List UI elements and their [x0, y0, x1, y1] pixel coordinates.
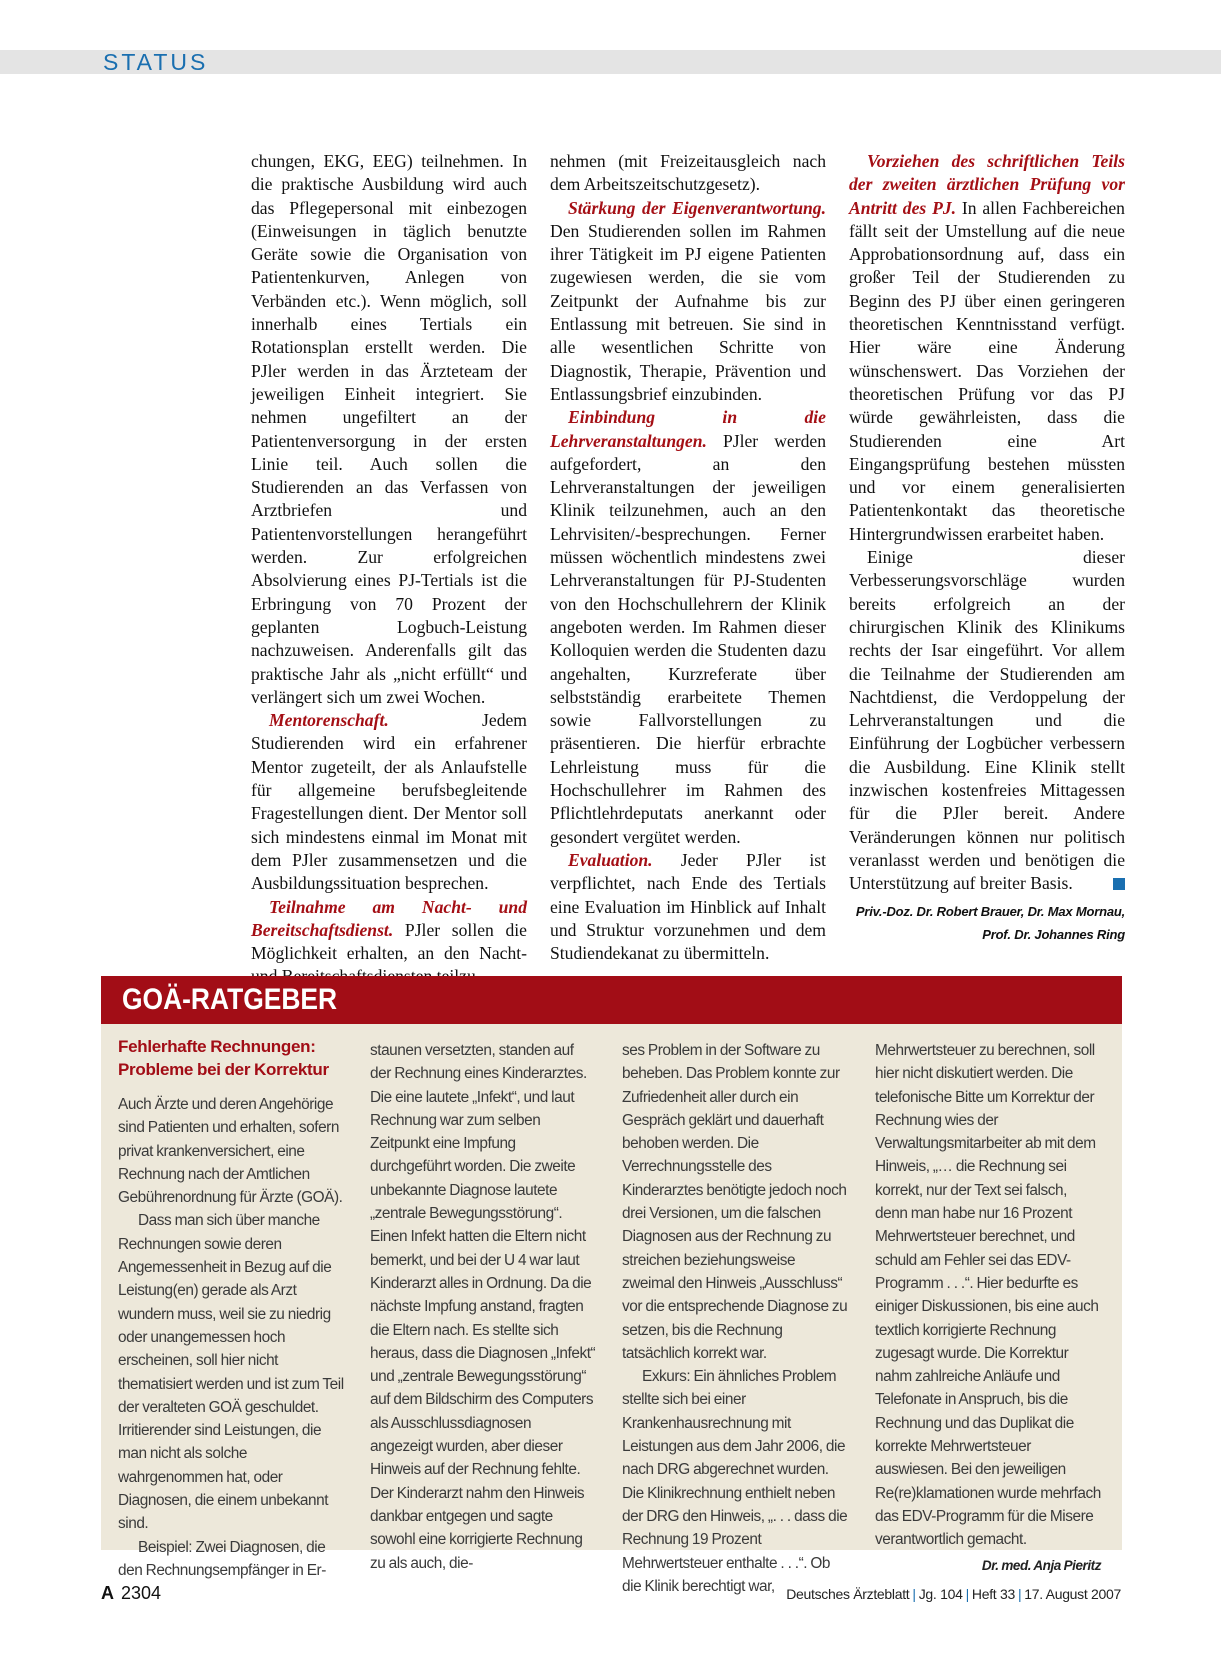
article-paragraph: nehmen (mit Freizeitausgleich nach dem Arbeitszeitschutzgesetz). — [550, 151, 826, 195]
article-paragraph — [251, 709, 527, 895]
journal-volume: Jg. 104 — [918, 1586, 963, 1602]
box-paragraph: Beispiel: Zwei Diagnosen, die den Rechnungsempfänger in Er- — [118, 1538, 326, 1579]
box-column-4 — [875, 1039, 1101, 1577]
article-paragraph — [849, 546, 1125, 895]
page-number — [101, 1582, 161, 1604]
end-square-icon — [1113, 878, 1125, 890]
box-headline-line: Fehlerhafte Rechnungen: — [118, 1037, 316, 1056]
box-paragraph: staunen versetzten, standen auf der Rechnung eines Kinderarztes. Die eine lautete „Infekt“, und laut Rechnung war zum selben Zeitpunkt eine Impfung durchgeführt worden. Die zweite unbekannte Diagnose lautete „zentrale Bewegungsstörung“. Einen Infekt hatten die Eltern nicht bemerkt, und bei der U 4 war laut Kinderarzt alles in Ordnung. Da die nächste Impfung anstand, fragten die Eltern nach. Es stellte sich heraus, dass die Diagnosen „Infekt“ und „zentrale Bewegungsstörung“ auf dem Bildschirm des Computers als Ausschlussdiagnosen angezeigt wurden, aber dieser Hinweis auf der Rechnung fehlte. Der Kinderarzt nahm den Hinweis dankbar entgegen und sagte sowohl eine korrigierte Rechnung zu als auch, die- — [370, 1042, 596, 1572]
article-paragraph — [550, 849, 826, 965]
separator: | — [912, 1586, 916, 1602]
box-paragraph: Dass man sich über manche Rechnungen sowie deren Angemessenheit in Bezug auf die Leistung(en) gerade als Arzt wundern muss, weil sie zu niedrig oder unangemessen hoch erscheinen, soll hier nicht thematisiert werden und ist zum Teil der veralteten GOÄ geschuldet. Irritierender sind Leistungen, die man nicht als solche wahrgenommen hat, oder Diagnosen, die einem unbekannt sind. — [118, 1212, 344, 1533]
runin-heading: Einbindung in die Lehrveranstaltungen. — [550, 407, 826, 451]
box-headline-line: Probleme bei der Korrektur — [118, 1060, 329, 1079]
article-column-2 — [550, 150, 826, 965]
paragraph-body: Den Studierenden sollen im Rahmen ihrer Tätigkeit im PJ eigene Patienten zugewiesen werden, die sie vom Zeitpunkt der Aufnahme bis zur Entlassung mit betreuen. Sie sind in alle wesentlichen Schritte von Diagnostik, Therapie, Prävention und Entlassungsbrief einzubinden. — [550, 220, 826, 404]
runin-heading: Evaluation. — [568, 849, 653, 870]
box-column-1 — [118, 1035, 344, 1582]
box-paragraph: Exkurs: Ein ähnliches Problem stellte sich bei einer Krankenhausrechnung mit Leistungen aus dem Jahr 2006, die nach DRG abgerechnet wurden. Die Klinikrechnung enthielt neben der DRG den Hinweis, „. . . dass die Rechnung 19 Prozent Mehrwertsteuer enthalte . . .“. Ob die Klinik berechtigt war, — [622, 1368, 848, 1595]
paragraph-body: In allen Fachbereichen fällt seit der Umstellung auf die neue Approbationsordnung auf, dass ein großer Teil der Studierenden zu Beginn des PJ über einen geringeren theoretischen Kenntnisstand verfügt. Hier wäre eine Änderung wünschenswert. Das Vorziehen der theoretischen Prüfung vor das PJ würde gewährleisten, dass die Studierenden eine Art Eingangsprüfung bestehen müssten und vor einem generalisierten Patientenkontakt das theoretische Hintergrundwissen erarbeitet haben. — [849, 197, 1125, 544]
footer-citation — [786, 1585, 1121, 1603]
article-paragraph — [550, 406, 826, 849]
runin-heading: Vorziehen des schriftlichen Teils der zweiten ärztlichen Prüfung vor Antritt des PJ. — [849, 151, 1125, 218]
journal-name: Deutsches Ärzteblatt — [786, 1586, 910, 1602]
separator: | — [965, 1586, 969, 1602]
box-column-3 — [622, 1039, 848, 1598]
box-title: GOÄ-RATGEBER — [122, 983, 338, 1016]
page-number-value: 2304 — [121, 1583, 162, 1603]
separator: | — [1017, 1586, 1022, 1602]
runin-heading: Mentorenschaft. — [269, 710, 389, 731]
section-label: STATUS — [103, 49, 209, 75]
article-paragraph — [550, 197, 826, 407]
article-column-1 — [251, 150, 527, 989]
runin-heading: Stärkung der Eigenverantwortung. — [568, 197, 826, 218]
box-headline — [118, 1035, 344, 1081]
article-paragraph — [849, 150, 1125, 546]
paragraph-body: PJler sollen die Möglichkeit erhalten, an den Nacht- — [251, 919, 527, 964]
author-line: Prof. Dr. Johannes Ring — [982, 926, 1125, 942]
page-letter: A — [101, 1583, 114, 1603]
box-paragraph: Auch Ärzte und deren Angehörige sind Patienten und erhalten, sofern privat krankenversichert, eine Rechnung nach der Amtlichen Gebührenordnung für Ärzte (GOÄ). — [118, 1096, 343, 1207]
box-paragraph: Mehrwertsteuer zu berechnen, soll hier nicht diskutiert werden. Die telefonische Bitte um Korrektur der Rechnung wies der Verwaltungsmitarbeiter ab mit dem Hinweis, „… die Rechnung sei korrekt, nur der Text sei falsch, denn man habe nur 16 Prozent Mehrwertsteuer berechnet, und schuld am Fehler sei das EDV-Programm . . .“. Hier bedurfte es einiger Diskussionen, bis eine auch textlich korrigierte Rechnung zugesagt wurde. Die Korrektur nahm zahlreiche Anläufe und Telefonate in Anspruch, bis die Rechnung und das Duplikat die korrekte Mehrwertsteuer auswiesen. Bei den jeweiligen Re(re)klamationen wurde mehrfach das EDV-Programm für die Misere verantwortlich gemacht. — [875, 1042, 1101, 1549]
paragraph-body: Jeder PJler ist verpflichtet, nach Ende des Tertials eine Evaluation im Hinblick auf Inhalt und Struktur vorzunehmen und dem Studiendekanat zu übermitteln. — [550, 849, 826, 964]
journal-issue: Heft 33 — [971, 1586, 1015, 1602]
author-line: Priv.-Doz. Dr. Robert Brauer, Dr. Max Mornau, — [855, 903, 1125, 919]
paragraph-body: PJler werden aufgefordert, an den Lehrveranstaltungen der jeweiligen Klinik teilzunehmen, auch an den Lehrvisiten/-besprechungen. Ferner müssen wöchentlich mindestens zwei Lehrveranstaltungen für PJ-Studenten von den Hochschullehrern der Klinik angeboten werden. Im Rahmen dieser Kolloquien werden die Studenten dazu angehalten, Kurzreferate über selbstständig erarbeitete Themen sowie Fallvorstellungen zu präsentieren. Die hierfür erbrachte Lehrleistung muss für die Hochschullehrer im Rahmen des Pflichtlehrdeputats anerkannt oder gesondert vergütet werden. — [550, 430, 826, 847]
article-paragraph — [251, 896, 527, 989]
article-authors — [849, 900, 1125, 946]
paragraph-body: Einige dieser Verbesserungsvorschläge wurden bereits erfolgreich an der chirurgischen Klinik des Klinikums rechts der Isar eingeführt. Vor allem die Teilnahme der Studierenden am Nachtdienst, die Verdoppelung der Lehrveranstaltungen und die Einführung der Logbücher verbessern die Ausbildung. Eine Klinik stellt inzwischen kostenfreies Mittagessen für die PJler bereit. Andere Veränderungen können nur politisch veranlasst werden und benötigen die Unterstützung auf breiter Basis. — [849, 547, 1125, 894]
box-paragraph: ses Problem in der Software zu beheben. Das Problem konnte zur Zufriedenheit aller durch ein Gespräch geklärt und dauerhaft behoben werden. Die Verrechnungsstelle des Kinderarztes benötigte jedoch noch drei Versionen, um die falschen Diagnosen aus der Rechnung zu streichen beziehungsweise zweimal den Hinweis „Ausschluss“ vor die entsprechende Diagnose zu setzen, bis die Rechnung tatsächlich korrekt war. — [622, 1042, 848, 1362]
journal-date: 17. August 2007 — [1024, 1586, 1121, 1602]
article-paragraph: chungen, EKG, EEG) teilnehmen. In die praktische Ausbildung wird auch das Pflegepersonal mit einbezogen (Einweisungen in täglich benutzte Geräte sowie die Organisation von Patientenkurven, Anlegen von Verbänden etc.). Wenn möglich, soll innerhalb eines Tertials ein Rotationsplan erstellt werden. Die PJler werden in das Ärzteteam der jeweiligen Einheit integriert. Sie nehmen ungefiltert an der Patientenversorgung in der ersten Linie teil. Auch sollen die Studierenden an das Verfassen von Arztbriefen und Patientenvorstellungen herangeführt werden. Zur erfolgreichen Absolvierung eines PJ-Tertials ist die Erbringung von 70 Prozent der geplanten Logbuch-Leistung nachzuweisen. Anderenfalls gilt das praktische Jahr als „nicht erfüllt“ und verlängert sich um zwei Wochen. — [251, 151, 527, 707]
article-column-3 — [849, 150, 1125, 946]
box-author: Dr. med. Anja Pieritz — [981, 1557, 1101, 1573]
runin-heading: Teilnahme am Nacht- und Bereitschaftsdienst. — [251, 896, 527, 940]
box-column-2 — [370, 1039, 596, 1575]
paragraph-body: Jedem Studierenden wird ein erfahrener Mentor zugeteilt, der als Anlaufstelle für allgemeine berufsbegleitende Fragestellungen dient. Der Mentor soll sich mindestens einmal im Monat mit dem PJler zusammensetzen und die Ausbildungssituation besprechen. — [251, 710, 527, 894]
